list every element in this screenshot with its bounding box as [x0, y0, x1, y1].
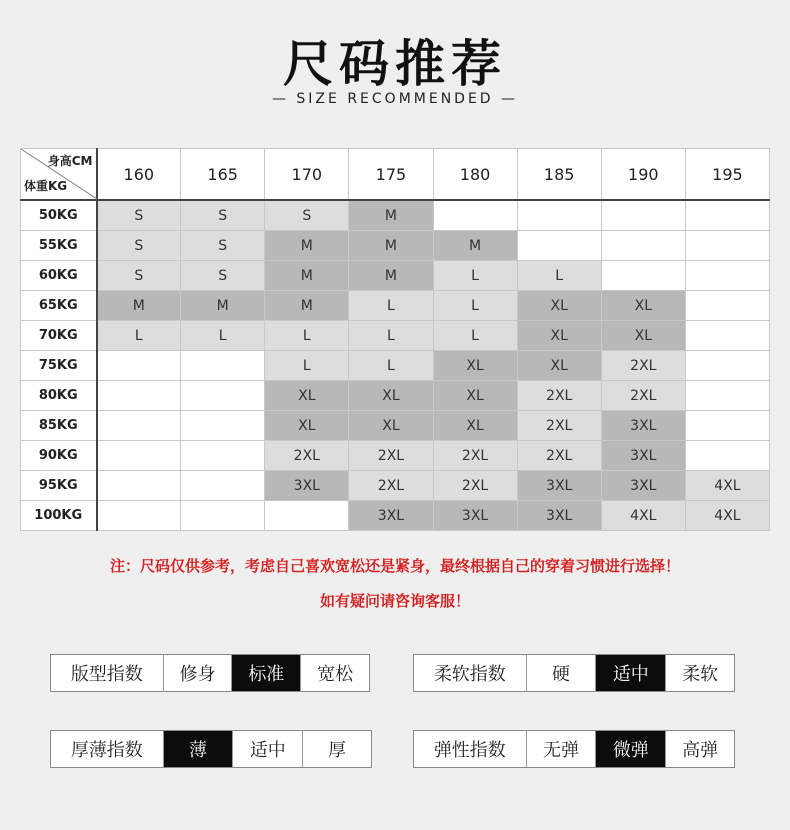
size-cell: M — [265, 291, 349, 321]
size-cell: 3XL — [517, 501, 601, 531]
softness-index-bar — [413, 654, 735, 692]
size-cell: L — [517, 261, 601, 291]
size-cell: L — [181, 321, 265, 351]
size-cell — [265, 501, 349, 531]
size-cell: S — [181, 231, 265, 261]
table-row — [21, 200, 770, 231]
size-cell: 2XL — [517, 381, 601, 411]
size-cell — [685, 231, 769, 261]
size-cell: L — [349, 321, 433, 351]
size-cell: 4XL — [601, 501, 685, 531]
size-cell: M — [349, 261, 433, 291]
size-cell: L — [97, 321, 181, 351]
weight-header: 100KG — [21, 501, 97, 531]
size-cell: 2XL — [517, 411, 601, 441]
index-option: 薄 — [163, 731, 233, 767]
table-row — [21, 501, 770, 531]
size-cell: XL — [517, 351, 601, 381]
size-cell: 3XL — [601, 411, 685, 441]
size-cell — [517, 200, 601, 231]
size-cell — [97, 471, 181, 501]
size-cell — [685, 441, 769, 471]
size-cell: XL — [517, 321, 601, 351]
size-cell: L — [265, 321, 349, 351]
page-subtitle: — SIZE RECOMMENDED — — [271, 91, 519, 107]
size-cell — [433, 200, 517, 231]
index-label: 版型指数 — [70, 664, 143, 685]
size-cell — [685, 411, 769, 441]
weight-header: 65KG — [21, 291, 97, 321]
index-option: 微弹 — [595, 731, 665, 767]
weight-header: 60KG — [21, 261, 97, 291]
size-cell: 2XL — [517, 441, 601, 471]
size-cell — [97, 411, 181, 441]
size-cell: M — [265, 231, 349, 261]
table-row — [21, 471, 770, 501]
weight-header: 75KG — [21, 351, 97, 381]
index-option: 柔软 — [665, 655, 734, 691]
size-cell — [181, 411, 265, 441]
height-header-190: 190 — [601, 149, 685, 201]
size-cell: 3XL — [601, 441, 685, 471]
height-axis-label: 身高CM — [47, 154, 93, 168]
index-label: 柔软指数 — [433, 664, 506, 685]
index-option: 适中 — [595, 655, 665, 691]
size-cell: XL — [433, 351, 517, 381]
table-row — [21, 231, 770, 261]
index-option: 宽松 — [300, 655, 369, 691]
weight-header: 70KG — [21, 321, 97, 351]
size-cell: 2XL — [349, 471, 433, 501]
index-label: 弹性指数 — [433, 740, 506, 761]
size-cell: L — [433, 291, 517, 321]
size-cell — [685, 351, 769, 381]
index-option: 标准 — [231, 655, 300, 691]
table-row — [21, 291, 770, 321]
table-row — [21, 261, 770, 291]
size-cell: L — [349, 351, 433, 381]
height-header-195: 195 — [685, 149, 769, 201]
size-cell: S — [181, 200, 265, 231]
size-cell: XL — [265, 411, 349, 441]
size-cell: 2XL — [349, 441, 433, 471]
table-row — [21, 321, 770, 351]
weight-header: 90KG — [21, 441, 97, 471]
index-option: 高弹 — [665, 731, 734, 767]
page-title: 尺码推荐 — [283, 35, 507, 93]
table-corner-cell — [21, 149, 97, 201]
size-cell: L — [433, 321, 517, 351]
size-cell: XL — [601, 291, 685, 321]
weight-header: 85KG — [21, 411, 97, 441]
size-cell: 3XL — [349, 501, 433, 531]
size-cell: M — [181, 291, 265, 321]
size-cell: 3XL — [601, 471, 685, 501]
size-cell — [181, 351, 265, 381]
index-option: 厚 — [302, 731, 371, 767]
size-cell: S — [97, 200, 181, 231]
size-cell — [181, 441, 265, 471]
height-header-185: 185 — [517, 149, 601, 201]
height-header-170: 170 — [265, 149, 349, 201]
weight-header: 80KG — [21, 381, 97, 411]
table-row — [21, 441, 770, 471]
weight-axis-label: 体重KG — [24, 179, 68, 193]
weight-header: 55KG — [21, 231, 97, 261]
table-row — [21, 411, 770, 441]
size-cell: S — [97, 231, 181, 261]
index-option: 硬 — [526, 655, 596, 691]
size-cell: XL — [349, 411, 433, 441]
size-cell: 2XL — [433, 441, 517, 471]
index-option: 无弹 — [526, 731, 596, 767]
table-row — [21, 381, 770, 411]
size-cell: M — [97, 291, 181, 321]
size-cell — [685, 200, 769, 231]
table-header-row — [21, 149, 770, 201]
height-header-160: 160 — [97, 149, 181, 201]
size-cell: 4XL — [685, 501, 769, 531]
size-cell: XL — [433, 411, 517, 441]
size-cell: 3XL — [433, 501, 517, 531]
size-cell: S — [265, 200, 349, 231]
size-cell: L — [265, 351, 349, 381]
size-cell: XL — [265, 381, 349, 411]
size-cell: M — [349, 200, 433, 231]
size-cell — [517, 231, 601, 261]
size-cell: M — [433, 231, 517, 261]
size-cell: 2XL — [433, 471, 517, 501]
size-cell — [181, 471, 265, 501]
size-cell — [97, 441, 181, 471]
size-cell — [601, 231, 685, 261]
size-chart-table — [20, 148, 770, 531]
thickness-index-bar — [50, 730, 372, 768]
size-cell: XL — [517, 291, 601, 321]
size-cell — [601, 200, 685, 231]
size-cell: 2XL — [265, 441, 349, 471]
index-label: 厚薄指数 — [70, 740, 143, 761]
size-cell: XL — [349, 381, 433, 411]
size-cell — [601, 261, 685, 291]
fit-index-bar — [50, 654, 370, 692]
size-cell: 3XL — [265, 471, 349, 501]
size-cell: M — [349, 231, 433, 261]
height-header-165: 165 — [181, 149, 265, 201]
size-cell: S — [181, 261, 265, 291]
size-cell — [97, 501, 181, 531]
index-option: 适中 — [232, 731, 302, 767]
weight-header: 95KG — [21, 471, 97, 501]
size-cell: L — [349, 291, 433, 321]
size-note: 注：尺码仅供参考，考虑自己喜欢宽松还是紧身，最终根据自己的穿着习惯进行选择！ — [109, 557, 680, 575]
size-cell — [181, 381, 265, 411]
size-cell: 4XL — [685, 471, 769, 501]
size-cell — [97, 381, 181, 411]
size-cell: S — [97, 261, 181, 291]
height-header-175: 175 — [349, 149, 433, 201]
size-cell — [685, 381, 769, 411]
size-cell: 2XL — [601, 381, 685, 411]
size-cell — [685, 321, 769, 351]
size-cell — [685, 291, 769, 321]
size-cell: 2XL — [601, 351, 685, 381]
stretch-index-bar — [413, 730, 735, 768]
table-row — [21, 351, 770, 381]
size-cell — [685, 261, 769, 291]
index-option: 修身 — [163, 655, 232, 691]
weight-header: 50KG — [21, 200, 97, 231]
size-cell — [181, 501, 265, 531]
size-cell: L — [433, 261, 517, 291]
size-cell: M — [265, 261, 349, 291]
height-header-180: 180 — [433, 149, 517, 201]
size-cell — [97, 351, 181, 381]
size-cell: 3XL — [517, 471, 601, 501]
contact-note: 如有疑问请咨询客服！ — [319, 592, 470, 610]
size-cell: XL — [433, 381, 517, 411]
size-cell: XL — [601, 321, 685, 351]
